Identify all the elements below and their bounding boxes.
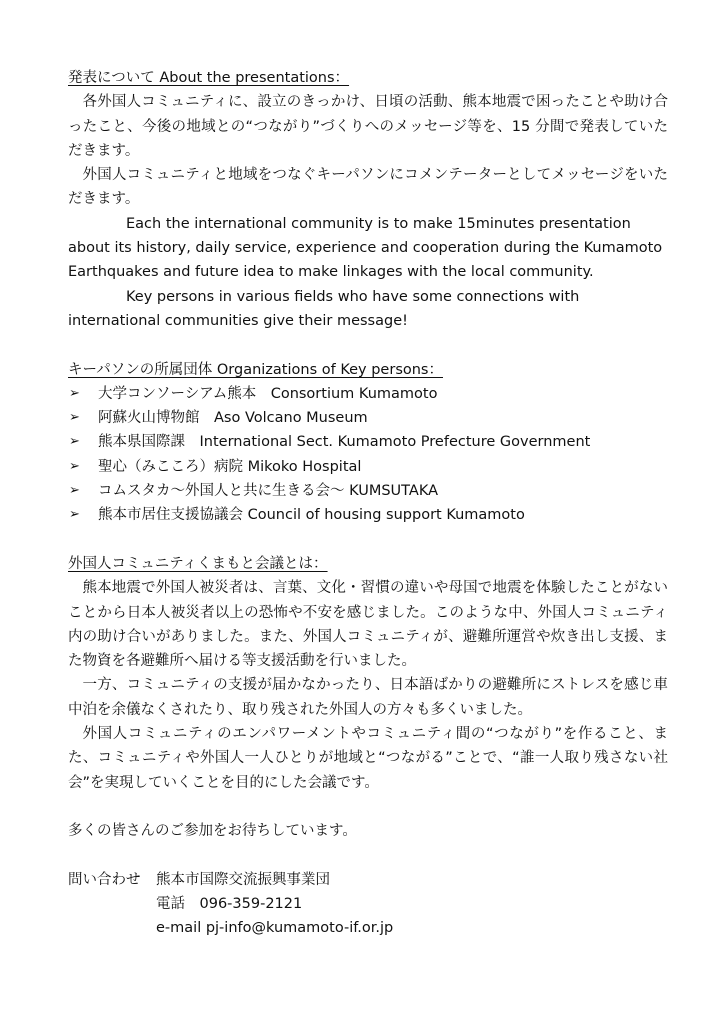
organization-name: コムスタカ～外国人と共に生きる会～ KUMSUTAKA [98,483,438,500]
presentations-en-paragraph-1: Each the international community is to make 15minutes presentation about its history, daily service, experience and cooperation during the Kumamoto Earthquakes and future idea to make linkages with the local community. [68,215,663,281]
list-item [68,455,668,479]
conference-heading: 外国人コミュニティくまもと会議とは： [68,555,328,572]
list-item [68,382,668,406]
list-item [68,430,668,454]
organization-name: 聖心（みこころ）病院 Mikoko Hospital [98,458,362,475]
organization-name: 阿蘇火山博物館 Aso Volcano Museum [98,410,368,427]
organizations-heading: キーパソンの所属団体 Organizations of Key persons： [68,361,443,378]
closing-message: 多くの皆さんのご参加をお待ちしています。 [68,823,357,840]
document-page [68,66,668,941]
arrow-bullet-icon: ➢ [69,458,80,474]
arrow-bullet-icon: ➢ [69,483,80,499]
presentations-jp-paragraph-2: 外国人コミュニティと地域をつなぐキーパソンにコメンテーターとしてメッセージをいただきます。 [68,167,668,208]
conference-paragraph-2: 一方、コミュニティの支援が届かなかったり、日本語ばかりの避難所にストレスを感じ車中泊を余儀なくされたり、取り残された外国人の方々も多くいました。 [68,677,668,718]
presentations-en-paragraph-2: Key persons in various fields who have some connections with international communities give their message! [68,288,580,329]
arrow-bullet-icon: ➢ [69,434,80,450]
contact-organization: 熊本市国際交流振興事業団 [156,871,330,888]
organization-name: 大学コンソーシアム熊本 Consortium Kumamoto [98,385,438,402]
contact-phone: 電話 096-359-2121 [156,896,303,913]
presentations-heading: 発表について About the presentations： [68,70,350,86]
arrow-bullet-icon: ➢ [69,385,80,401]
organizations-list [68,382,668,528]
list-item [68,503,668,527]
presentations-jp-paragraph-1: 各外国人コミュニティに、設立のきっかけ、日頃の活動、熊本地震で困ったことや助け合ったこと、今後の地域との“つながり”づくりへのメッセージ等を、15 分間で発表していただきます。 [68,94,668,159]
arrow-bullet-icon: ➢ [69,410,80,426]
arrow-bullet-icon: ➢ [69,507,80,523]
conference-paragraph-1: 熊本地震で外国人被災者は、言葉、文化・習慣の違いや母国で地震を体験したことがないことから日本人被災者以上の恐怖や不安を感じました。このような中、外国人コミュニティ内の助け合いがありました。また、外国人コミュニティが、避難所運営や炊き出し支援、また物資を各避難所へ届ける等支援活動を行いました。 [68,580,668,670]
organization-name: 熊本県国際課 International Sect. Kumamoto Prefecture Government [98,434,591,451]
conference-paragraph-3: 外国人コミュニティのエンパワーメントやコミュニティ間の“つながり”を作ること、また、コミュニティや外国人一人ひとりが地域と“つながる”ことで、“誰一人取り残さない社会”を実現していくことを目的にした会議です。 [68,726,668,791]
contact-email[interactable]: e-mail pj-info@kumamoto-if.or.jp [156,920,394,937]
spacer [68,528,668,552]
spacer [68,795,668,819]
spacer [68,333,668,357]
list-item [68,479,668,503]
organization-name: 熊本市居住支援協議会 Council of housing support Kumamoto [98,507,525,524]
list-item [68,406,668,430]
contact-block [68,868,668,892]
contact-label: 問い合わせ [68,871,141,888]
spacer [68,844,668,868]
